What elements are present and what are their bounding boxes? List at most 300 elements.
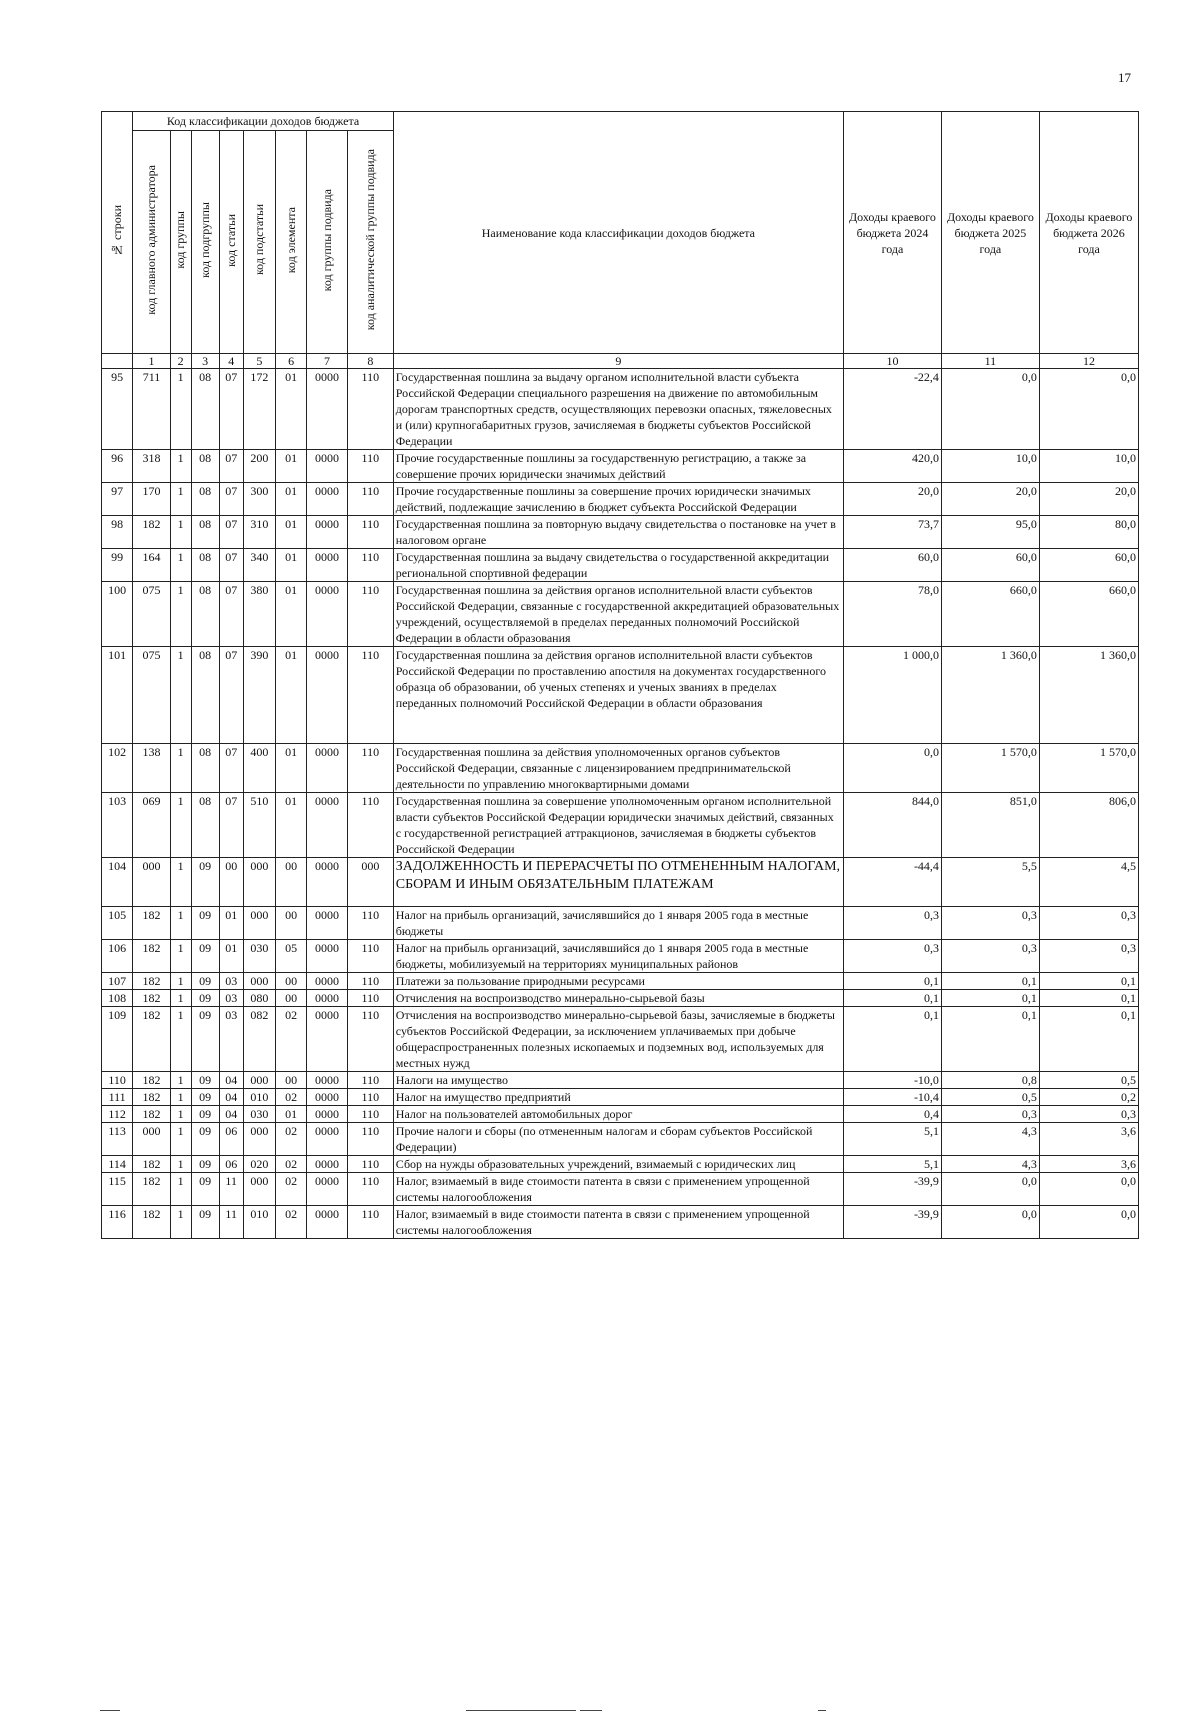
name-cell: Налог, взимаемый в виде стоимости патента в связи с применением упрощенной системы налогообложения <box>393 1206 843 1239</box>
code-cell: 110 <box>347 1106 393 1123</box>
code-cell: 0000 <box>307 940 348 973</box>
code-cell: 182 <box>133 1072 171 1089</box>
value-cell: -22,4 <box>843 369 941 450</box>
code-cell: 09 <box>191 1106 219 1123</box>
code-cell: 09 <box>191 907 219 940</box>
code-cell: 0000 <box>307 907 348 940</box>
value-cell: 0,3 <box>1039 940 1138 973</box>
row-number-cell: 106 <box>102 940 133 973</box>
code-cell: 318 <box>133 450 171 483</box>
code-cell: 08 <box>191 582 219 647</box>
column-number-cell: 12 <box>1039 354 1138 369</box>
code-cell: 02 <box>275 1089 306 1106</box>
column-number-cell: 10 <box>843 354 941 369</box>
code-cell: 1 <box>170 1206 191 1239</box>
value-cell: 0,8 <box>941 1072 1039 1089</box>
column-number-cell: 7 <box>307 354 348 369</box>
code-cell: 172 <box>243 369 275 450</box>
table-row <box>102 1206 1139 1239</box>
code-col-header <box>307 131 348 354</box>
value-cell: 0,1 <box>941 973 1039 990</box>
code-cell: 000 <box>243 907 275 940</box>
row-number-header-text: № строки <box>109 204 124 257</box>
code-cell: 110 <box>347 1089 393 1106</box>
code-cell: 182 <box>133 1156 171 1173</box>
code-cell: 110 <box>347 1206 393 1239</box>
value-cell: 0,3 <box>941 940 1039 973</box>
code-cell: 09 <box>191 1089 219 1106</box>
code-cell: 000 <box>243 973 275 990</box>
code-cell: 380 <box>243 582 275 647</box>
value-cell: -39,9 <box>843 1173 941 1206</box>
value-cell: 0,5 <box>941 1089 1039 1106</box>
value-cell: 10,0 <box>1039 450 1138 483</box>
code-cell: 0000 <box>307 1007 348 1072</box>
value-cell: 0,2 <box>1039 1089 1138 1106</box>
table-row <box>102 516 1139 549</box>
name-cell: Государственная пошлина за действия органов исполнительной власти субъектов Российской Федерации по проставлению апостиля на документах государственного образца об образовании, об ученых степенях и ученых званиях в пределах переданных полномочий Российской Федерации в области образования <box>393 647 843 744</box>
table-row <box>102 990 1139 1007</box>
code-cell: 110 <box>347 369 393 450</box>
table-row <box>102 450 1139 483</box>
code-cell: 03 <box>219 1007 243 1072</box>
code-col-header <box>170 131 191 354</box>
value-cell: 3,6 <box>1039 1123 1138 1156</box>
name-cell: Налог на имущество предприятий <box>393 1089 843 1106</box>
value-cell: 851,0 <box>941 793 1039 858</box>
code-cell: 0000 <box>307 858 348 907</box>
code-cell: 110 <box>347 744 393 793</box>
name-cell: Прочие государственные пошлины за государственную регистрацию, а также за совершение прочих юридически значимых действий <box>393 450 843 483</box>
code-cell: 00 <box>275 1072 306 1089</box>
value-cell: -10,4 <box>843 1089 941 1106</box>
name-cell: Государственная пошлина за действия уполномоченных органов субъектов Российской Федерации, связанные с лицензированием предпринимательской деятельности по управлению многоквартирными домами <box>393 744 843 793</box>
code-col-header-text: код элемента <box>283 206 298 274</box>
column-number-cell: 3 <box>191 354 219 369</box>
table-row <box>102 1072 1139 1089</box>
code-cell: 0000 <box>307 1089 348 1106</box>
table-row <box>102 647 1139 744</box>
value-cell: -44,4 <box>843 858 941 907</box>
code-cell: 1 <box>170 793 191 858</box>
table-row <box>102 858 1139 907</box>
code-cell: 08 <box>191 369 219 450</box>
code-cell: 000 <box>243 1072 275 1089</box>
code-cell: 0000 <box>307 1156 348 1173</box>
code-cell: 01 <box>275 582 306 647</box>
code-cell: 182 <box>133 973 171 990</box>
code-col-header <box>191 131 219 354</box>
code-cell: 07 <box>219 369 243 450</box>
revenue-2025-header: Доходы краевого бюджета 2025 года <box>941 112 1039 354</box>
code-cell: 09 <box>191 990 219 1007</box>
value-cell: 4,5 <box>1039 858 1138 907</box>
code-cell: 010 <box>243 1089 275 1106</box>
code-cell: 000 <box>347 858 393 907</box>
value-cell: 0,1 <box>843 990 941 1007</box>
value-cell: 1 000,0 <box>843 647 941 744</box>
code-cell: 09 <box>191 1206 219 1239</box>
code-cell: 0000 <box>307 549 348 582</box>
value-cell: 0,3 <box>1039 1106 1138 1123</box>
row-number-cell: 110 <box>102 1072 133 1089</box>
code-cell: 075 <box>133 582 171 647</box>
code-cell: 182 <box>133 1007 171 1072</box>
code-col-header-text: код группы <box>173 211 188 269</box>
value-cell: 0,0 <box>1039 1173 1138 1206</box>
code-cell: 010 <box>243 1206 275 1239</box>
table-row <box>102 1156 1139 1173</box>
code-cell: 200 <box>243 450 275 483</box>
column-number-cell: 8 <box>347 354 393 369</box>
code-cell: 182 <box>133 990 171 1007</box>
code-cell: 09 <box>191 1156 219 1173</box>
row-number-cell: 96 <box>102 450 133 483</box>
code-cell: 1 <box>170 940 191 973</box>
code-cell: 069 <box>133 793 171 858</box>
name-cell: Налог на прибыль организаций, зачислявшийся до 1 января 2005 года в местные бюджеты, мобилизуемый на территориях муниципальных районов <box>393 940 843 973</box>
column-number-cell: 6 <box>275 354 306 369</box>
code-col-header-text: код главного администратора <box>144 165 158 315</box>
name-cell: Налоги на имущество <box>393 1072 843 1089</box>
code-cell: 06 <box>219 1123 243 1156</box>
row-number-header <box>102 112 133 354</box>
code-cell: 110 <box>347 516 393 549</box>
footer-mark-center <box>466 1710 576 1711</box>
code-cell: 1 <box>170 858 191 907</box>
name-cell: Налог, взимаемый в виде стоимости патента в связи с применением упрощенной системы налогообложения <box>393 1173 843 1206</box>
row-number-cell: 116 <box>102 1206 133 1239</box>
code-cell: 182 <box>133 1173 171 1206</box>
value-cell: 60,0 <box>941 549 1039 582</box>
column-number-cell: 2 <box>170 354 191 369</box>
code-cell: 11 <box>219 1206 243 1239</box>
value-cell: 60,0 <box>843 549 941 582</box>
value-cell: 20,0 <box>941 483 1039 516</box>
row-number-cell: 114 <box>102 1156 133 1173</box>
code-cell: 08 <box>191 549 219 582</box>
code-cell: 00 <box>275 907 306 940</box>
value-cell: 0,1 <box>941 990 1039 1007</box>
row-number-cell: 99 <box>102 549 133 582</box>
name-cell: Государственная пошлина за повторную выдачу свидетельства о постановке на учет в налоговом органе <box>393 516 843 549</box>
code-cell: 0000 <box>307 744 348 793</box>
value-cell: 3,6 <box>1039 1156 1138 1173</box>
code-col-header <box>243 131 275 354</box>
value-cell: 0,5 <box>1039 1072 1138 1089</box>
value-cell: 20,0 <box>843 483 941 516</box>
value-cell: 1 570,0 <box>941 744 1039 793</box>
code-cell: 182 <box>133 1206 171 1239</box>
revenue-2026-header: Доходы краевого бюджета 2026 года <box>1039 112 1138 354</box>
value-cell: 0,0 <box>1039 1206 1138 1239</box>
value-cell: 1 360,0 <box>1039 647 1138 744</box>
code-cell: 07 <box>219 483 243 516</box>
row-number-cell: 97 <box>102 483 133 516</box>
code-cell: 01 <box>219 940 243 973</box>
row-number-cell: 101 <box>102 647 133 744</box>
column-number-row <box>102 354 1139 369</box>
column-number-cell: 11 <box>941 354 1039 369</box>
code-cell: 01 <box>275 1106 306 1123</box>
code-cell: 110 <box>347 647 393 744</box>
row-number-cell: 100 <box>102 582 133 647</box>
value-cell: -39,9 <box>843 1206 941 1239</box>
code-cell: 04 <box>219 1089 243 1106</box>
code-cell: 138 <box>133 744 171 793</box>
name-cell: Государственная пошлина за выдачу органом исполнительной власти субъекта Российской Федерации специального разрешения на движение по автомобильным дорогам транспортных средств, осуществляющих перевозки опасных, тяжеловесных и (или) крупногабаритных грузов, зачисляемая в бюджеты субъектов Российской Федерации <box>393 369 843 450</box>
value-cell: 0,1 <box>941 1007 1039 1072</box>
code-col-header-text: код группы подвида <box>319 188 334 292</box>
name-cell: Отчисления на воспроизводство минерально-сырьевой базы, зачисляемые в бюджеты субъектов Российской Федерации, за исключением уплачиваемых при добыче общераспространенных полезных ископаемых и подземных вод, используемых для местных нужд <box>393 1007 843 1072</box>
code-cell: 02 <box>275 1007 306 1072</box>
value-cell: 0,1 <box>1039 990 1138 1007</box>
value-cell: 844,0 <box>843 793 941 858</box>
table-row <box>102 1173 1139 1206</box>
code-cell: 0000 <box>307 450 348 483</box>
row-number-cell: 109 <box>102 1007 133 1072</box>
row-number-cell: 102 <box>102 744 133 793</box>
code-cell: 340 <box>243 549 275 582</box>
row-number-cell: 113 <box>102 1123 133 1156</box>
code-cell: 711 <box>133 369 171 450</box>
value-cell: 420,0 <box>843 450 941 483</box>
code-cell: 082 <box>243 1007 275 1072</box>
code-cell: 110 <box>347 1173 393 1206</box>
code-cell: 1 <box>170 483 191 516</box>
table-row <box>102 793 1139 858</box>
code-cell: 0000 <box>307 1072 348 1089</box>
code-cell: 110 <box>347 549 393 582</box>
code-cell: 110 <box>347 990 393 1007</box>
code-cell: 03 <box>219 973 243 990</box>
code-cell: 110 <box>347 1072 393 1089</box>
code-cell: 300 <box>243 483 275 516</box>
name-cell: Государственная пошлина за совершение уполномоченным органом исполнительной власти субъектов Российской Федерации юридически значимых действий, связанных с государственной регистрацией аттракционов, зачисляемая в бюджеты субъектов Российской Федерации <box>393 793 843 858</box>
code-cell: 02 <box>275 1206 306 1239</box>
value-cell: 80,0 <box>1039 516 1138 549</box>
code-cell: 01 <box>275 483 306 516</box>
code-cell: 000 <box>133 1123 171 1156</box>
row-number-cell: 112 <box>102 1106 133 1123</box>
name-cell: Налог на прибыль организаций, зачислявшийся до 1 января 2005 года в местные бюджеты <box>393 907 843 940</box>
column-number-cell: 1 <box>133 354 171 369</box>
code-cell: 08 <box>191 647 219 744</box>
code-cell: 04 <box>219 1072 243 1089</box>
code-cell: 07 <box>219 450 243 483</box>
code-cell: 01 <box>275 450 306 483</box>
value-cell: 4,3 <box>941 1156 1039 1173</box>
code-cell: 110 <box>347 793 393 858</box>
code-cell: 07 <box>219 744 243 793</box>
header-row-1 <box>102 112 1139 131</box>
code-cell: 0000 <box>307 582 348 647</box>
code-cell: 182 <box>133 907 171 940</box>
code-cell: 030 <box>243 940 275 973</box>
code-cell: 182 <box>133 516 171 549</box>
row-number-cell: 105 <box>102 907 133 940</box>
code-col-header <box>219 131 243 354</box>
column-number-cell: 9 <box>393 354 843 369</box>
table-row <box>102 973 1139 990</box>
column-number-cell: 4 <box>219 354 243 369</box>
code-cell: 1 <box>170 450 191 483</box>
code-cell: 110 <box>347 907 393 940</box>
footer-mark-center-small <box>580 1710 602 1711</box>
code-cell: 0000 <box>307 516 348 549</box>
code-cell: 06 <box>219 1156 243 1173</box>
code-cell: 075 <box>133 647 171 744</box>
code-cell: 09 <box>191 1007 219 1072</box>
value-cell: 0,3 <box>1039 907 1138 940</box>
code-cell: 1 <box>170 516 191 549</box>
code-cell: 0000 <box>307 369 348 450</box>
row-number-cell: 108 <box>102 990 133 1007</box>
code-cell: 030 <box>243 1106 275 1123</box>
code-col-header-text: код подгруппы <box>197 202 212 278</box>
code-cell: 00 <box>275 973 306 990</box>
row-number-cell: 95 <box>102 369 133 450</box>
row-number-cell: 103 <box>102 793 133 858</box>
table-row <box>102 1106 1139 1123</box>
table-row <box>102 1007 1139 1072</box>
code-cell: 1 <box>170 990 191 1007</box>
value-cell: 806,0 <box>1039 793 1138 858</box>
value-cell: 60,0 <box>1039 549 1138 582</box>
code-cell: 08 <box>191 744 219 793</box>
code-cell: 020 <box>243 1156 275 1173</box>
code-cell: 1 <box>170 1089 191 1106</box>
code-cell: 00 <box>219 858 243 907</box>
value-cell: 0,3 <box>941 907 1039 940</box>
code-col-header <box>133 131 171 354</box>
code-cell: 000 <box>243 1123 275 1156</box>
code-cell: 0000 <box>307 1206 348 1239</box>
code-cell: 09 <box>191 1123 219 1156</box>
name-cell: Прочие налоги и сборы (по отмененным налогам и сборам субъектов Российской Федерации) <box>393 1123 843 1156</box>
column-number-cell: 5 <box>243 354 275 369</box>
footer-mark-left <box>100 1710 120 1711</box>
name-cell: Платежи за пользование природными ресурсами <box>393 973 843 990</box>
table-row <box>102 483 1139 516</box>
code-cell: 0000 <box>307 647 348 744</box>
code-cell: 11 <box>219 1173 243 1206</box>
code-cell: 1 <box>170 1156 191 1173</box>
code-cell: 110 <box>347 483 393 516</box>
code-cell: 08 <box>191 450 219 483</box>
code-cell: 07 <box>219 582 243 647</box>
code-cell: 00 <box>275 990 306 1007</box>
code-cell: 1 <box>170 369 191 450</box>
code-cell: 0000 <box>307 483 348 516</box>
value-cell: 73,7 <box>843 516 941 549</box>
value-cell: 0,1 <box>1039 973 1138 990</box>
code-cell: 09 <box>191 1072 219 1089</box>
code-cell: 08 <box>191 793 219 858</box>
code-cell: 1 <box>170 973 191 990</box>
code-cell: 01 <box>275 549 306 582</box>
code-cell: 02 <box>275 1173 306 1206</box>
value-cell: 20,0 <box>1039 483 1138 516</box>
code-cell: 000 <box>243 1173 275 1206</box>
value-cell: 5,1 <box>843 1156 941 1173</box>
code-cell: 0000 <box>307 973 348 990</box>
page-number: 17 <box>1118 70 1131 85</box>
value-cell: 0,0 <box>941 1206 1039 1239</box>
name-cell: Отчисления на воспроизводство минерально-сырьевой базы <box>393 990 843 1007</box>
code-cell: 000 <box>133 858 171 907</box>
code-cell: 01 <box>219 907 243 940</box>
code-cell: 1 <box>170 1106 191 1123</box>
code-cell: 110 <box>347 1007 393 1072</box>
code-cell: 0000 <box>307 1123 348 1156</box>
code-cell: 110 <box>347 450 393 483</box>
code-cell: 110 <box>347 582 393 647</box>
code-cell: 182 <box>133 1089 171 1106</box>
row-number-cell: 98 <box>102 516 133 549</box>
code-cell: 400 <box>243 744 275 793</box>
footer-mark-right <box>818 1710 826 1711</box>
code-cell: 09 <box>191 940 219 973</box>
code-cell: 02 <box>275 1123 306 1156</box>
name-header: Наименование кода классификации доходов бюджета <box>393 112 843 354</box>
table-row <box>102 1089 1139 1106</box>
value-cell: 0,0 <box>1039 369 1138 450</box>
revenue-2024-header: Доходы краевого бюджета 2024 года <box>843 112 941 354</box>
code-cell: 01 <box>275 369 306 450</box>
code-cell: 182 <box>133 1106 171 1123</box>
code-cell: 01 <box>275 516 306 549</box>
code-cell: 01 <box>275 793 306 858</box>
value-cell: 95,0 <box>941 516 1039 549</box>
table-row <box>102 369 1139 450</box>
code-cell: 01 <box>275 647 306 744</box>
code-cell: 04 <box>219 1106 243 1123</box>
table-row <box>102 582 1139 647</box>
value-cell: 660,0 <box>941 582 1039 647</box>
value-cell: 1 570,0 <box>1039 744 1138 793</box>
name-cell: Государственная пошлина за выдачу свидетельства о государственной аккредитации региональной спортивной федерации <box>393 549 843 582</box>
code-cell: 07 <box>219 549 243 582</box>
value-cell: 4,3 <box>941 1123 1039 1156</box>
code-cell: 170 <box>133 483 171 516</box>
code-cell: 0000 <box>307 1106 348 1123</box>
code-cell: 110 <box>347 973 393 990</box>
value-cell: 0,4 <box>843 1106 941 1123</box>
code-cell: 1 <box>170 1072 191 1089</box>
value-cell: 0,1 <box>843 1007 941 1072</box>
value-cell: 0,0 <box>843 744 941 793</box>
value-cell: 78,0 <box>843 582 941 647</box>
code-col-header <box>347 131 393 354</box>
code-col-header-text: код аналитической группы подвида <box>362 149 377 331</box>
code-cell: 1 <box>170 1173 191 1206</box>
value-cell: 5,5 <box>941 858 1039 907</box>
table-row <box>102 744 1139 793</box>
name-cell: Сбор на нужды образовательных учреждений, взимаемый с юридических лиц <box>393 1156 843 1173</box>
code-cell: 07 <box>219 793 243 858</box>
table-row <box>102 907 1139 940</box>
table-row <box>102 940 1139 973</box>
value-cell: -10,0 <box>843 1072 941 1089</box>
value-cell: 660,0 <box>1039 582 1138 647</box>
value-cell: 0,3 <box>843 907 941 940</box>
table-row <box>102 1123 1139 1156</box>
value-cell: 0,3 <box>941 1106 1039 1123</box>
value-cell: 1 360,0 <box>941 647 1039 744</box>
code-cell: 1 <box>170 907 191 940</box>
code-col-header-text: код подстатьи <box>251 204 266 276</box>
